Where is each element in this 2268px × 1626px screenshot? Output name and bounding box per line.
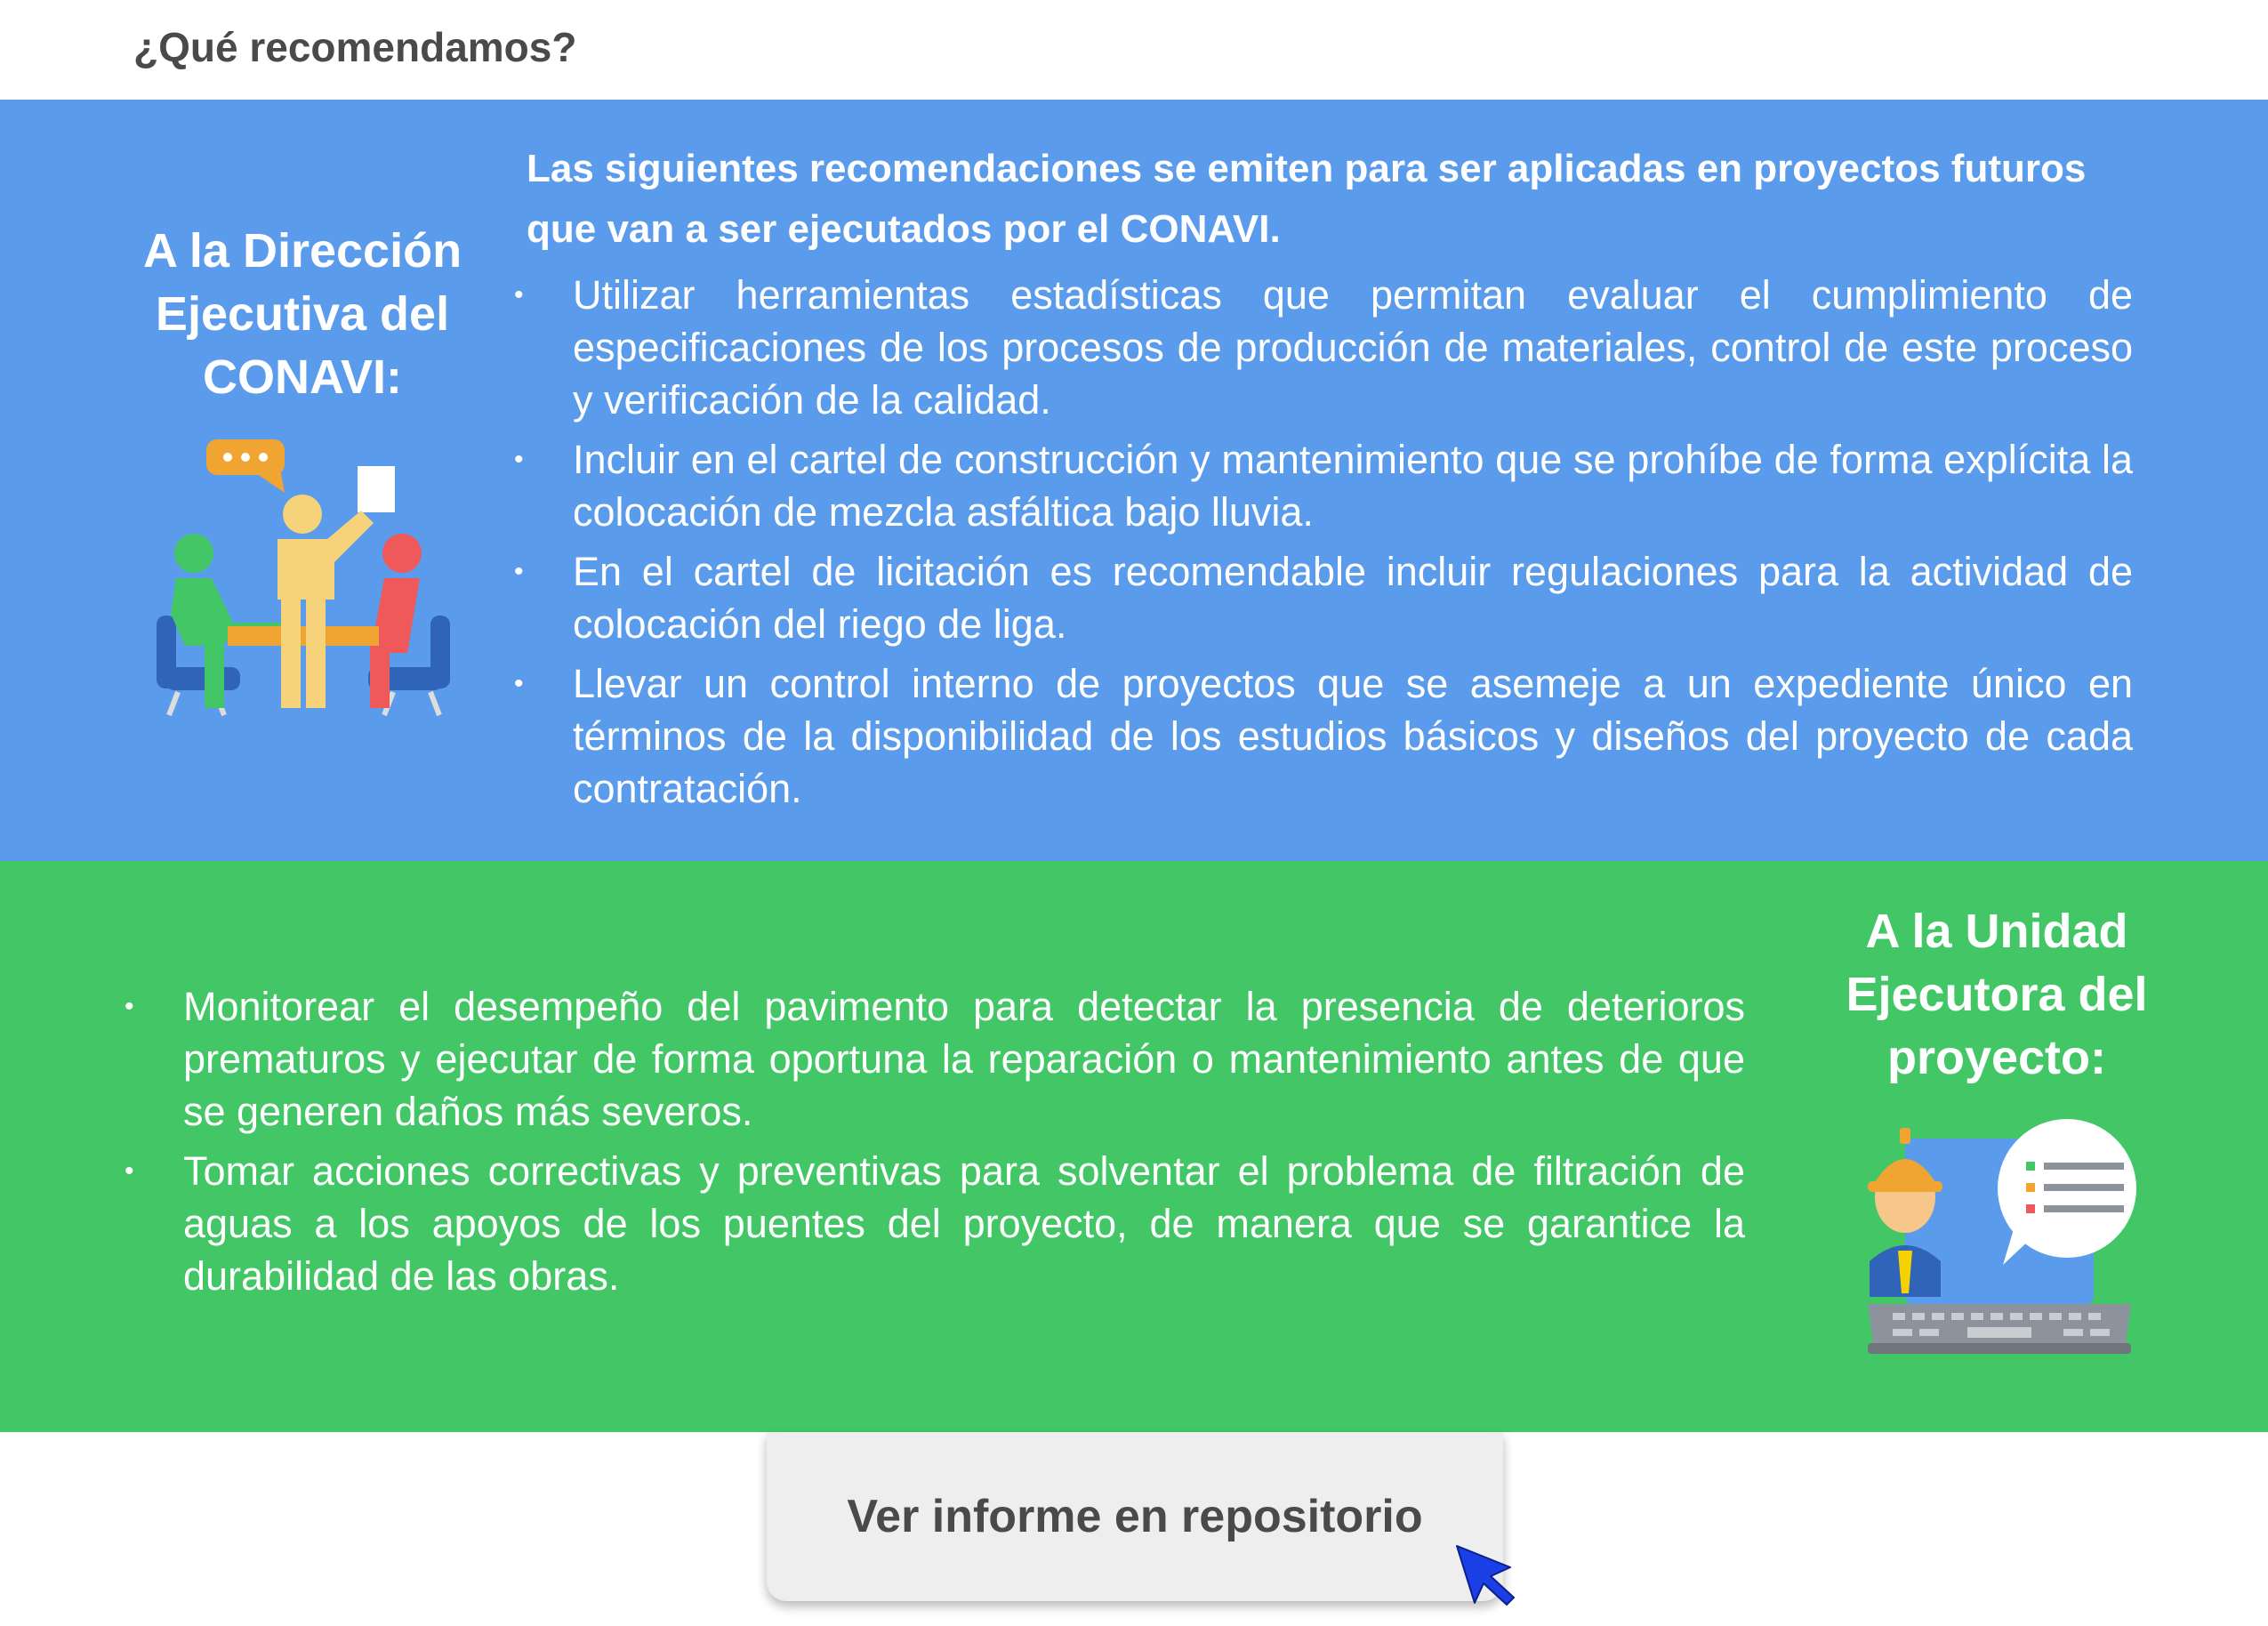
list-item: • Utilizar herramientas estadísticas que permitan evaluar el cumplimiento de especificaciones de los procesos de producción de materiales, control de este proceso y verificación de la calidad. xyxy=(514,269,2133,426)
page-title: ¿Qué recomendamos? xyxy=(133,24,577,70)
direccion-list xyxy=(514,269,2133,822)
cursor-arrow-icon xyxy=(1453,1542,1521,1610)
unidad-section xyxy=(0,861,2268,1432)
list-item: • Monitorear el desempeño del pavimento para detectar la presencia de deterioros prematuros y ejecutar de forma oportuna la reparación o mantenimiento antes de que se generen daños más severos. xyxy=(125,980,1745,1138)
ver-informe-button[interactable]: Ver informe en repositorio xyxy=(767,1432,1503,1601)
direccion-intro: Las siguientes recomendaciones se emiten para ser aplicadas en proyectos futuros que van a ser ejecutados por el CONAVI. xyxy=(527,147,2087,251)
list-item: • Llevar un control interno de proyectos que se asemeje a un expediente único en términos de la disponibilidad de los estudios básicos y diseños del proyecto de cada contratación. xyxy=(514,657,2133,815)
engineer-laptop-icon xyxy=(1857,1112,2142,1397)
unidad-heading: A la Unidad Ejecutora del proyecto: xyxy=(1846,905,2148,1084)
list-item: • Tomar acciones correctivas y preventivas para solventar el problema de filtración de aguas a los apoyos de los puentes del proyecto, de manera que se garantice la durabilidad de las obras. xyxy=(125,1145,1745,1302)
list-item: • En el cartel de licitación es recomendable incluir regulaciones para la actividad de colocación del riego de liga. xyxy=(514,545,2133,650)
unidad-list xyxy=(125,980,1745,1309)
direccion-heading: A la Dirección Ejecutiva del CONAVI: xyxy=(142,224,462,404)
list-item: • Incluir en el cartel de construcción y mantenimiento que se prohíbe de forma explícita la colocación de mezcla asfáltica bajo lluvia. xyxy=(514,433,2133,538)
meeting-team-icon xyxy=(151,429,454,731)
direccion-section xyxy=(0,100,2268,861)
